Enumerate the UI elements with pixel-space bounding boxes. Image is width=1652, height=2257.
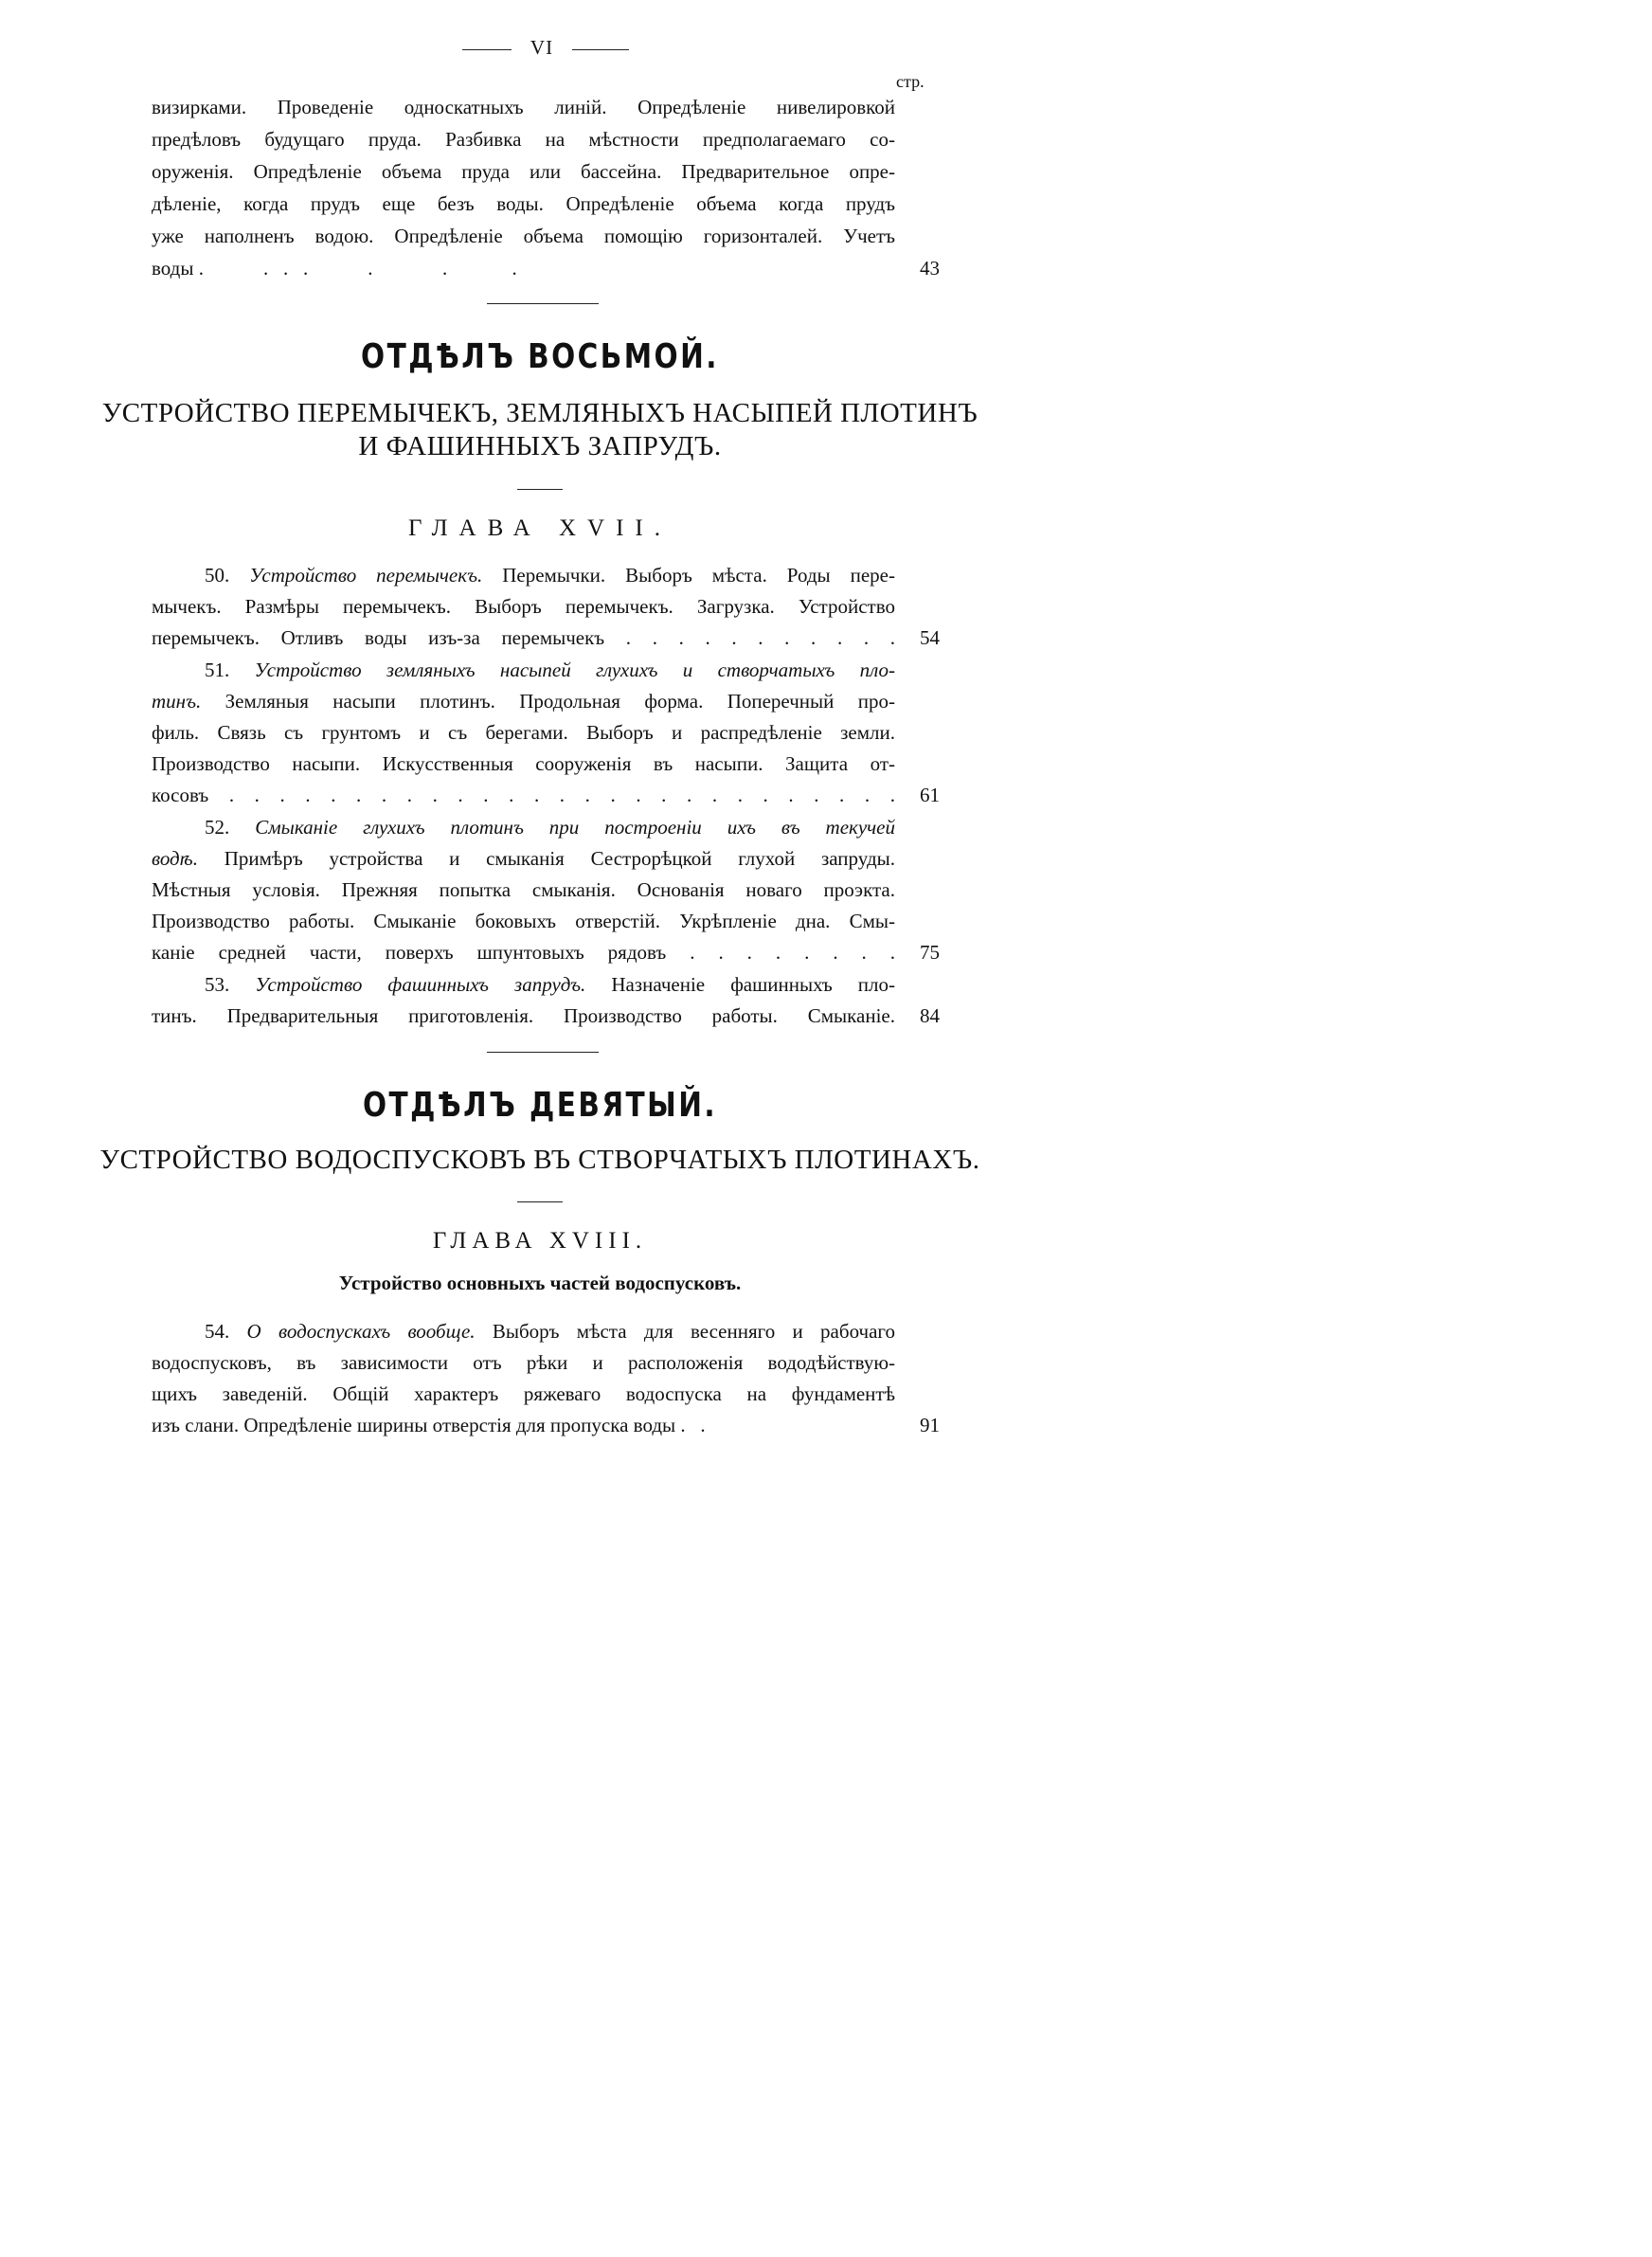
toc-page-number: 54 (920, 626, 940, 649)
entry-text: Примѣръ устройства и смыканія Сестрорѣцкой глухой запруды. (197, 847, 895, 870)
entry-text: Выборъ мѣста для весенняго и рабочаго (475, 1320, 895, 1343)
text-line: оруженія. Опредѣленіе объема пруда или бассейна. Предварительное опре- (152, 160, 895, 183)
toc-page-number: 61 (920, 784, 940, 806)
text-line: воды . . . . . . . (152, 257, 517, 280)
entry-title: водѣ. (152, 847, 198, 870)
section-subtitle: УСТРОЙСТВО ВОДОСПУСКОВЪ ВЪ СТВОРЧАТЫХЪ ПЛОТИНАХЪ. (99, 1145, 980, 1175)
entry-title: Устройство перемычекъ. (249, 564, 483, 587)
text-line: изъ слани. Опредѣленіе ширины отверстія для пропуска воды . . (152, 1414, 706, 1436)
toc-entry-line (205, 559, 895, 591)
text-line: перемычекъ. Отливъ воды изъ-за перемычекъ . . . . . . . . . . . (152, 626, 895, 649)
entry-title: О водоспускахъ вообще. (246, 1320, 476, 1343)
entry-text: Перемычки. Выборъ мѣста. Роды пере- (482, 564, 895, 587)
text-line: Производство насыпи. Искусственныя сооруженія въ насыпи. Защита от- (152, 752, 895, 775)
entry-title: Смыканіе глухихъ плотинъ при построеніи ихъ въ текучей (255, 816, 895, 839)
page-column-label: стр. (896, 72, 925, 91)
header-rule-right (572, 49, 629, 50)
header-rule-left (462, 49, 512, 50)
text-line: Производство работы. Смыканіе боковыхъ отверстій. Укрѣпленіе дна. Смы- (152, 910, 895, 932)
section-title: ОТДѢЛЪ ВОСЬМОЙ. (361, 337, 719, 376)
entry-number: 51. (205, 659, 230, 681)
entry-title: Устройство фашинныхъ запрудъ. (255, 973, 586, 996)
chapter-heading: ГЛАВА XVII. (408, 515, 672, 541)
text-line: Мѣстныя условія. Прежняя попытка смыканія. Основанія новаго проэкта. (152, 878, 895, 901)
section-divider (487, 1052, 599, 1053)
toc-entry-line (205, 654, 895, 686)
entry-number: 50. (205, 564, 230, 587)
text-line: дѣленіе, когда прудъ еще безъ воды. Опредѣленіе объема когда прудъ (152, 192, 895, 215)
toc-page-number: 43 (920, 257, 940, 280)
entry-number: 54. (205, 1320, 230, 1343)
entry-title: тинъ. (152, 690, 202, 713)
chapter-divider (517, 1201, 563, 1202)
toc-entry-line (152, 685, 895, 717)
entry-number: 52. (205, 816, 230, 839)
text-line: тинъ. Предварительныя приготовленія. Производство работы. Смыканіе. (152, 1004, 895, 1027)
toc-entry-line (205, 968, 895, 1001)
toc-page-number: 84 (920, 1004, 940, 1027)
section-title: ОТДѢЛЪ ДЕВЯТЫЙ. (362, 1086, 718, 1125)
text-line: уже наполненъ водою. Опредѣленіе объема помощію горизонталей. Учетъ (152, 225, 895, 247)
toc-entry-line (152, 842, 895, 875)
entry-text: Земляныя насыпи плотинъ. Продольная форма. Поперечный про- (201, 690, 895, 713)
text-line: косовъ . . . . . . . . . . . . . . . . . . . . . . . . . . . (152, 784, 895, 806)
section-divider (487, 303, 599, 304)
chapter-divider (517, 489, 563, 490)
toc-entry-line (205, 1315, 895, 1347)
text-line: каніе средней части, поверхъ шпунтовыхъ рядовъ . . . . . . . . (152, 941, 895, 964)
entry-text: Назначеніе фашинныхъ пло- (585, 973, 895, 996)
text-line: водоспусковъ, въ зависимости отъ рѣки и расположенія вододѣйствую- (152, 1351, 895, 1374)
page-number: VI (530, 36, 554, 59)
toc-page-number: 75 (920, 941, 940, 964)
chapter-heading: ГЛАВА XVIII. (432, 1228, 648, 1254)
toc-page-number: 91 (920, 1414, 940, 1436)
text-line: предѣловъ будущаго пруда. Разбивка на мѣстности предполагаемаго со- (152, 128, 895, 151)
chapter-subtitle: Устройство основныхъ частей водоспусковъ. (338, 1272, 742, 1294)
section-subtitle: И ФАШИННЫХЪ ЗАПРУДЪ. (358, 431, 722, 461)
text-line: филь. Связь съ грунтомъ и съ берегами. Выборъ и распредѣленіе земли. (152, 721, 895, 744)
section-subtitle: УСТРОЙСТВО ПЕРЕМЫЧЕКЪ, ЗЕМЛЯНЫХЪ НАСЫПЕЙ ПЛОТИНЪ (101, 398, 979, 428)
text-line: визирками. Проведеніе односкатныхъ линій. Опредѣленіе нивелировкой (152, 96, 895, 118)
text-line: щихъ заведеній. Общій характеръ ряжеваго водоспуска на фундаментѣ (152, 1382, 895, 1405)
text-line: мычекъ. Размѣры перемычекъ. Выборъ перемычекъ. Загрузка. Устройство (152, 595, 895, 618)
entry-number: 53. (205, 973, 230, 996)
toc-entry-line (205, 811, 895, 843)
entry-title: Устройство земляныхъ насыпей глухихъ и створчатыхъ пло- (254, 659, 895, 681)
